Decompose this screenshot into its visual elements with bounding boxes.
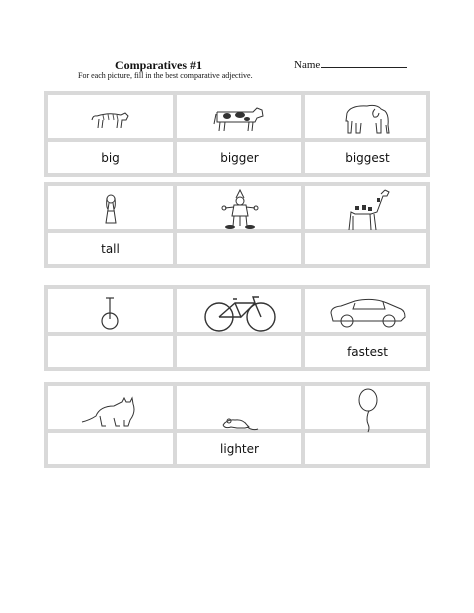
answer-cell[interactable] bbox=[305, 433, 430, 464]
answer-cell[interactable]: fastest bbox=[347, 344, 388, 359]
worksheet-title: Comparatives #1 bbox=[115, 58, 202, 72]
answer-cell[interactable] bbox=[305, 233, 430, 264]
name-label: Name bbox=[294, 59, 321, 71]
bicycle-icon bbox=[177, 289, 302, 336]
balloon-icon bbox=[305, 386, 430, 433]
comparison-row-1 bbox=[44, 91, 430, 177]
girl-icon bbox=[48, 186, 173, 233]
name-field[interactable] bbox=[294, 58, 407, 71]
unicycle-icon bbox=[48, 289, 173, 336]
answer-cell[interactable] bbox=[177, 336, 302, 367]
answer-cell[interactable] bbox=[177, 233, 302, 264]
elephant-icon bbox=[305, 95, 430, 142]
tiger-icon bbox=[48, 95, 173, 142]
comparison-row-3 bbox=[44, 285, 430, 371]
answer-cell[interactable]: big bbox=[101, 150, 120, 165]
cat-icon bbox=[48, 386, 173, 433]
answer-cell[interactable] bbox=[48, 336, 173, 367]
giraffe-icon bbox=[305, 186, 430, 233]
answer-cell[interactable]: tall bbox=[101, 241, 120, 256]
answer-cell[interactable]: bigger bbox=[220, 150, 259, 165]
car-icon bbox=[305, 289, 430, 336]
answer-cell[interactable]: biggest bbox=[345, 150, 390, 165]
name-line[interactable] bbox=[321, 58, 407, 68]
answer-cell[interactable]: lighter bbox=[220, 441, 259, 456]
instructions: For each picture, fill in the best comparative adjective. bbox=[78, 71, 253, 80]
comparison-row-4 bbox=[44, 382, 430, 468]
cow-icon bbox=[177, 95, 302, 142]
answer-cell[interactable] bbox=[48, 433, 173, 464]
clown-icon bbox=[177, 186, 302, 233]
mouse-icon bbox=[177, 386, 302, 433]
comparison-row-2 bbox=[44, 182, 430, 268]
